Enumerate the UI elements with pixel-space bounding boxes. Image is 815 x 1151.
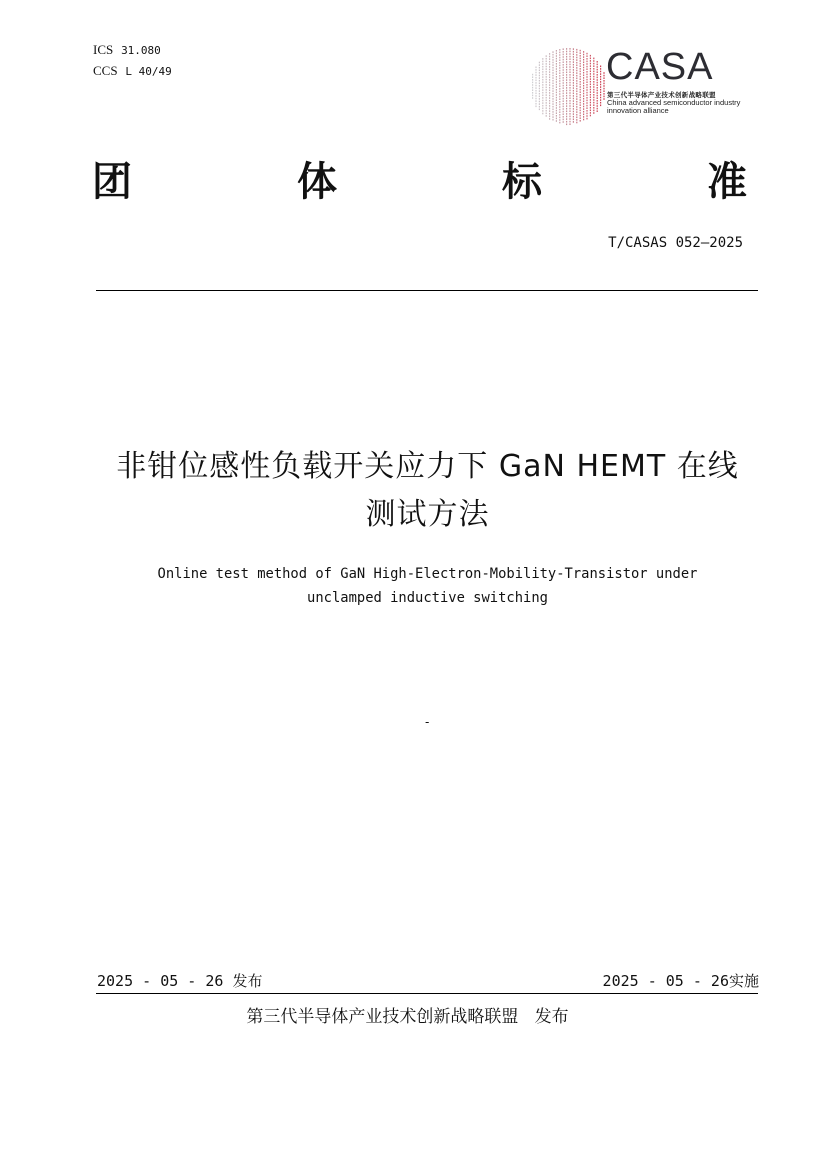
classification-codes	[93, 40, 172, 82]
title-en	[60, 562, 795, 610]
title-cn-line2: 测试方法	[365, 497, 490, 532]
logo-cn-name: 第三代半导体产业技术创新战略联盟	[607, 91, 716, 99]
title-cn	[60, 443, 795, 539]
ics-code	[93, 40, 172, 61]
ics-label: ICS	[93, 42, 114, 57]
ccs-code	[93, 61, 172, 82]
ics-value: 31.080	[121, 44, 161, 57]
impl-date-label: 实施	[728, 972, 759, 990]
doc-type-char-4: 准	[707, 158, 747, 205]
issue-date-value: 2025 - 05 - 26	[97, 972, 224, 990]
logo-name: CASA	[606, 46, 714, 88]
title-en-line2: unclamped inductive switching	[307, 590, 548, 606]
logo-en-line1: China advanced semiconductor industry	[607, 98, 741, 107]
title-cn-line1: 非钳位感性负载开关应力下 GaN HEMT 在线	[116, 449, 739, 484]
impl-date	[603, 970, 759, 991]
issue-date	[97, 970, 262, 991]
impl-date-value: 2025 - 05 - 26	[602, 972, 729, 990]
logo-en-name	[607, 99, 740, 115]
publisher: 第三代半导体产业技术创新战略联盟 发布	[246, 1007, 569, 1027]
doc-type-char-2: 体	[297, 158, 337, 205]
logo-en-line2: innovation alliance	[607, 106, 669, 115]
separator-mark: -	[425, 715, 430, 729]
footer-divider	[96, 993, 758, 994]
ccs-label: CCS	[93, 63, 118, 78]
title-en-line1: Online test method of GaN High-Electron-Mobility-Transistor under	[157, 566, 698, 582]
standard-number: T/CASAS 052—2025	[608, 235, 743, 251]
doc-type-char-3: 标	[502, 158, 542, 205]
doc-type-char-1: 团	[92, 158, 132, 205]
issue-date-label: 发布	[232, 972, 263, 990]
header-divider	[96, 290, 758, 291]
casa-logo-mark-icon	[528, 44, 608, 128]
casa-logo	[528, 44, 763, 128]
ccs-value: L 40/49	[125, 65, 172, 78]
